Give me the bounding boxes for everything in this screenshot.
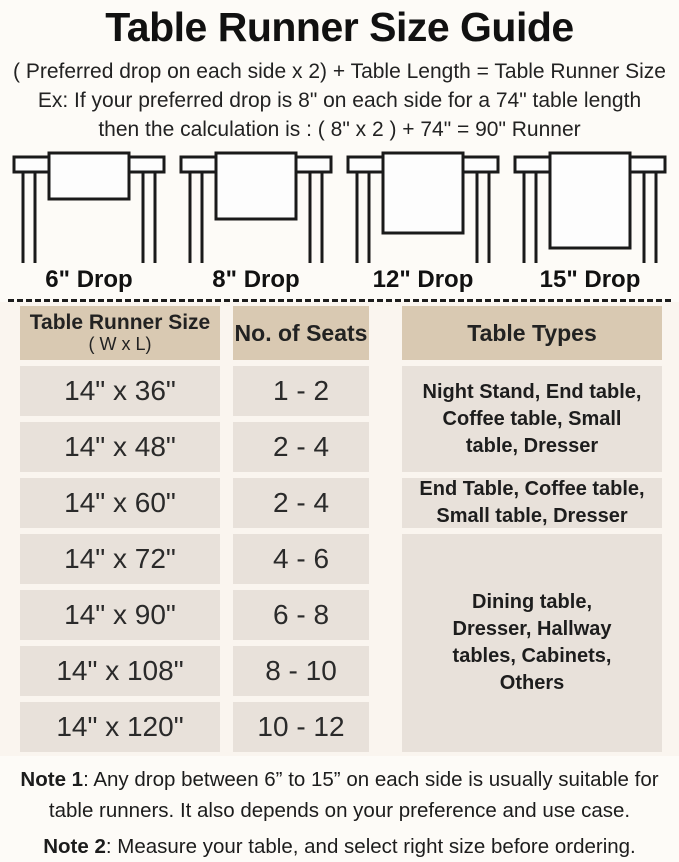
notes bbox=[0, 765, 679, 862]
table-drawing-6-drop bbox=[6, 151, 172, 263]
example-line-2: then the calculation is : ( 8" x 2 ) + 74" = 90" Runner bbox=[0, 118, 679, 142]
table-types-cell-small bbox=[402, 366, 662, 472]
seats-cell: 10 - 12 bbox=[233, 702, 369, 752]
table-types-text: End Table, Coffee table, Small table, Dresser bbox=[416, 476, 648, 530]
table-types-cell-medium bbox=[402, 478, 662, 528]
size-table bbox=[20, 306, 679, 752]
seats-cell: 8 - 10 bbox=[233, 646, 369, 696]
illustration-15-drop bbox=[507, 151, 673, 294]
size-table-section bbox=[0, 302, 679, 756]
page-title: Table Runner Size Guide bbox=[0, 0, 679, 53]
note-2 bbox=[4, 832, 675, 862]
runner-size-cell: 14" x 120" bbox=[20, 702, 220, 752]
seats-cell: 6 - 8 bbox=[233, 590, 369, 640]
runner-shape bbox=[383, 153, 463, 233]
column-header-seats: No. of Seats bbox=[233, 306, 369, 360]
header-size-subtitle: ( W x L) bbox=[89, 334, 152, 355]
formula-text: ( Preferred drop on each side x 2) + Table Length = Table Runner Size bbox=[0, 60, 679, 84]
note-2-text: : Measure your table, and select right size before ordering. bbox=[106, 835, 636, 858]
runner-size-cell: 14" x 90" bbox=[20, 590, 220, 640]
runner-shape bbox=[550, 153, 630, 248]
seats-cell: 2 - 4 bbox=[233, 422, 369, 472]
runner-size-cell: 14" x 60" bbox=[20, 478, 220, 528]
drop-label: 12" Drop bbox=[340, 266, 506, 294]
drop-label: 15" Drop bbox=[507, 266, 673, 294]
seats-cell: 1 - 2 bbox=[233, 366, 369, 416]
illustration-8-drop bbox=[173, 151, 339, 294]
note-1 bbox=[4, 765, 675, 827]
table-drawing-8-drop bbox=[173, 151, 339, 263]
column-header-runner-size bbox=[20, 306, 220, 360]
illustration-12-drop bbox=[340, 151, 506, 294]
note-2-label: Note 2 bbox=[43, 835, 106, 858]
runner-size-cell: 14" x 108" bbox=[20, 646, 220, 696]
table-drawing-12-drop bbox=[340, 151, 506, 263]
table-types-text: Night Stand, End table, Coffee table, Small table, Dresser bbox=[416, 379, 648, 460]
note-1-label: Note 1 bbox=[20, 768, 83, 791]
illustration-6-drop bbox=[6, 151, 172, 294]
column-header-table-types: Table Types bbox=[402, 306, 662, 360]
runner-shape bbox=[216, 153, 296, 219]
seats-cell: 2 - 4 bbox=[233, 478, 369, 528]
runner-size-cell: 14" x 48" bbox=[20, 422, 220, 472]
runner-size-cell: 14" x 72" bbox=[20, 534, 220, 584]
note-1-text: : Any drop between 6” to 15” on each side is usually suitable for table runners. It also depends on your preference and use case. bbox=[49, 768, 659, 822]
table-types-cell-large bbox=[402, 534, 662, 752]
seats-cell: 4 - 6 bbox=[233, 534, 369, 584]
drop-illustrations bbox=[0, 151, 679, 294]
table-drawing-15-drop bbox=[507, 151, 673, 263]
drop-label: 8" Drop bbox=[173, 266, 339, 294]
example-line-1: Ex: If your preferred drop is 8" on each side for a 74" table length bbox=[0, 89, 679, 113]
header-size-title: Table Runner Size bbox=[30, 311, 210, 334]
table-types-text: Dining table, Dresser, Hallway tables, Cabinets, Others bbox=[434, 589, 630, 697]
runner-shape bbox=[49, 153, 129, 199]
drop-label: 6" Drop bbox=[6, 266, 172, 294]
runner-size-cell: 14" x 36" bbox=[20, 366, 220, 416]
